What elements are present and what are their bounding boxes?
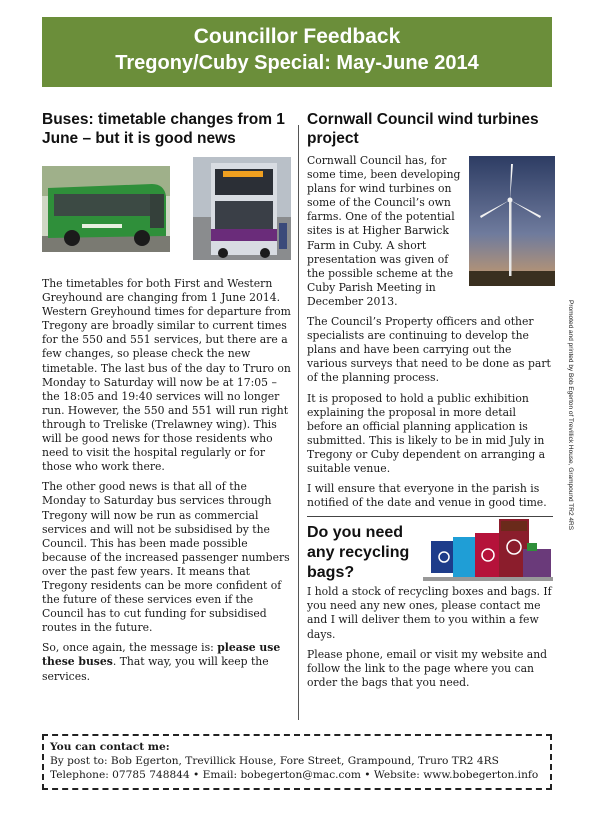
contact-phone-email-web: Telephone: 07785 748844 • Email: bobegerton@mac.com • Website: www.bobegerton.info <box>50 769 539 781</box>
recycling-heading-line-2: any recycling <box>307 544 410 562</box>
buses-paragraph-1: The timetables for both First and Western Greyhound are changing from 1 June 2014. Western Greyhound times for departure from Tregony are broadly similar to current times for the 550 and 551 services, but there are a few changes, so please check the new timetable. The last bus of the day to Truro on Monday to Saturday will now be at 17:05 – the 18:05 and 19:40 services will no longer run. However, the 550 and 551 will run right through to Treliske (Trelawney wing). This will be good news for those residents who need to visit the hospital regularly or for those who work there. <box>42 277 291 474</box>
section-divider <box>307 516 553 517</box>
wind-paragraph-1: Cornwall Council has, for some time, been developing plans for wind turbines on some of the Council’s own farms. One of the potential sites is at Higher Barwick Farm in Cuby. A short presentation was given of the possible scheme at the Cuby Parish Meeting in December 2013. <box>307 154 461 308</box>
wind-turbine-photo <box>469 156 555 286</box>
buses-paragraph-2: The other good news is that all of the Monday to Saturday bus services through Tregony will now be run as commercial services and will not be subsidised by the Council. This has been made possible because of the increased passenger numbers over the past few years. It means that Tregony residents can be more confident of the future of these services even if the Council has to cut funding for subsidised routes in the future. <box>42 480 290 635</box>
header-banner <box>42 17 552 87</box>
buses-p3-emphasis: please use these buses <box>42 641 281 669</box>
contact-title: You can contact me: <box>50 741 170 753</box>
newsletter-title: Councillor Feedback <box>193 25 401 48</box>
bus-photos <box>42 157 294 265</box>
wind-paragraph-2: The Council’s Property officers and other specialists are continuing to develop the plans and have been carrying out the various surveys that need to be done as part of the planning process. <box>307 315 551 385</box>
column-divider <box>298 125 299 720</box>
recycling-heading-line-1: Do you need <box>307 524 404 542</box>
imprint-text: Promoted and printed by Bob Egerton of Trevillick House, Grampound TR2 4RS <box>567 300 574 531</box>
recycling-article <box>307 523 553 690</box>
buses-heading: Buses: timetable changes from 1 June – but it is good news <box>42 111 285 147</box>
recycling-bins-image <box>423 519 553 587</box>
buses-p3-text: So, once again, the message is: <box>42 641 218 655</box>
recycling-paragraph-1: I hold a stock of recycling boxes and bags. If you need any new ones, please contact me and I will deliver them to you within a few days. <box>307 585 552 641</box>
buses-p3-text-end: . That way, you will keep the services. <box>42 655 269 683</box>
recycling-paragraph-2: Please phone, email or visit my website and follow the link to the page where you can order the bags that you need. <box>307 647 548 689</box>
newsletter-subtitle: Tregony/Cuby Special: May-June 2014 <box>115 52 479 74</box>
contact-post-address: By post to: Bob Egerton, Trevillick House, Fore Street, Grampound, Truro TR2 4RS <box>50 755 499 767</box>
recycling-heading-line-3: bags? <box>307 564 355 582</box>
contact-box <box>42 734 552 790</box>
wind-article <box>307 110 553 696</box>
wind-paragraph-3: It is proposed to hold a public exhibition explaining the proposal in more detail before an official planning application is submitted. This is likely to be in mid July in Tregony or Cuby dependent on arranging a suitable venue. <box>307 391 546 475</box>
double-decker-bus-photo <box>193 157 291 260</box>
wind-heading: Cornwall Council wind turbines project <box>307 111 539 147</box>
green-bus-photo <box>42 166 170 252</box>
buses-article <box>42 110 294 690</box>
buses-paragraph-3 <box>42 641 294 683</box>
wind-paragraph-4: I will ensure that everyone in the parish is notified of the date and venue in good time. <box>307 482 547 510</box>
